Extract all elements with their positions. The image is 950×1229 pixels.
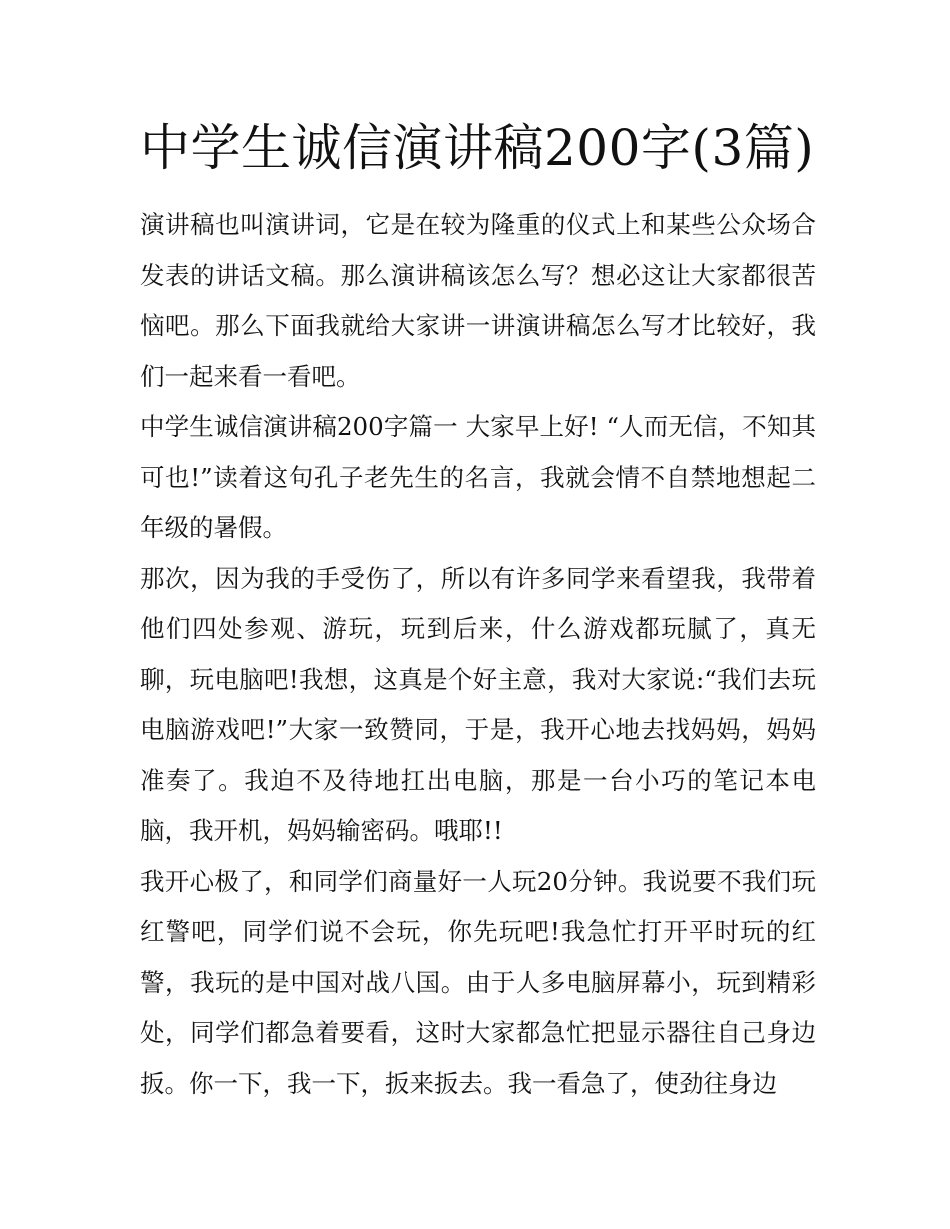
paragraph-computer-story: 那次，因为我的手受伤了，所以有许多同学来看望我，我带着他们四处参观、游玩，玩到后来，什么游戏都玩腻了，真无聊，玩电脑吧!我想，这真是个好主意，我对大家说:“我们去玩电脑游戏吧!”大家一致赞同，于是，我开心地去找妈妈，妈妈准奏了。我迫不及待地扛出电脑，那是一台小巧的笔记本电脑，我开机，妈妈输密码。哦耶!! bbox=[140, 563, 816, 845]
paragraph-intro: 演讲稿也叫演讲词，它是在较为隆重的仪式上和某些公众场合发表的讲话文稿。那么演讲稿该怎么写？想必这让大家都很苦恼吧。那么下面我就给大家讲一讲演讲稿怎么写才比较好，我们一起来看一看吧。 bbox=[140, 210, 816, 391]
paragraph-speech-opening: 中学生诚信演讲稿200字篇一 大家早上好! “人而无信，不知其可也!”读着这句孔子老先生的名言，我就会情不自禁地想起二年级的暑假。 bbox=[140, 412, 816, 542]
paragraph-game-story: 我开心极了，和同学们商量好一人玩20分钟。我说要不我们玩红警吧，同学们说不会玩，你先玩吧!我急忙打开平时玩的红警，我玩的是中国对战八国。由于人多电脑屏幕小，玩到精彩处，同学们都急着要看，这时大家都急忙把显示器往自己身边扳。你一下，我一下，扳来扳去。我一看急了，使劲往身边 bbox=[140, 866, 816, 1098]
document-title: 中学生诚信演讲稿200字(3篇) bbox=[140, 119, 815, 177]
document-body bbox=[140, 200, 816, 1109]
